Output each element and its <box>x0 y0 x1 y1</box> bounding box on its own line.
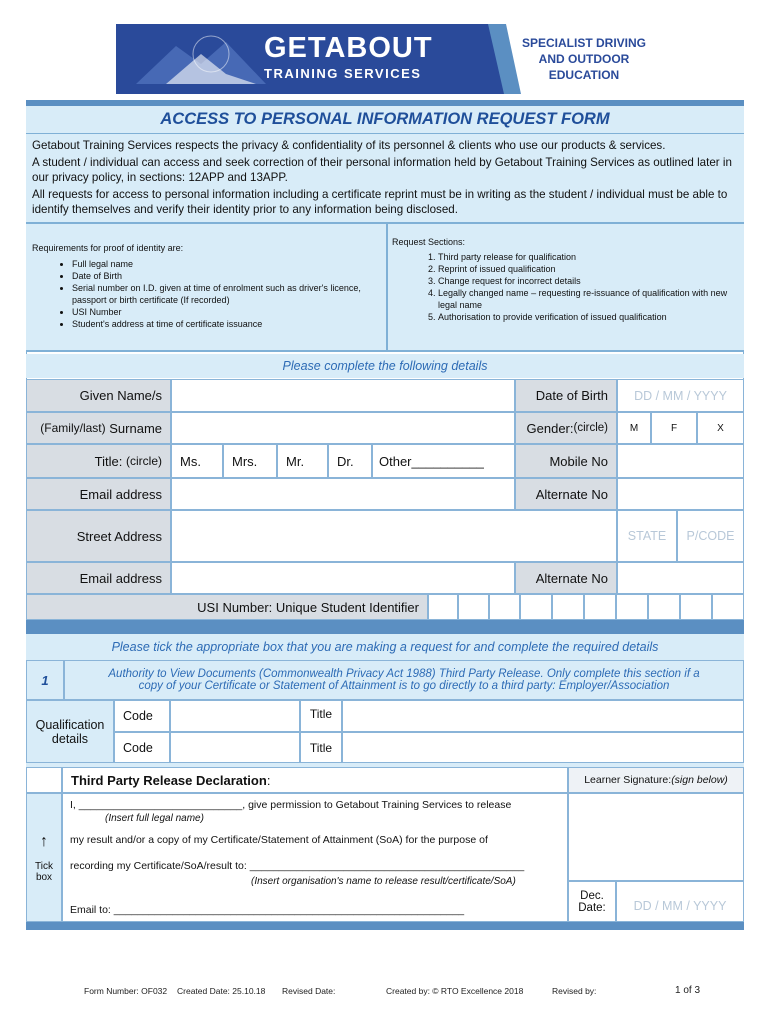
state-field[interactable]: STATE <box>617 510 677 562</box>
declaration-email[interactable]: Email to: ____________________________________________________________ <box>70 904 465 916</box>
dec-date-label <box>568 881 616 922</box>
street-field[interactable] <box>171 510 617 562</box>
alternate2-label: Alternate No <box>515 562 617 594</box>
surname-field[interactable] <box>171 412 515 444</box>
email-label: Email address <box>26 478 171 510</box>
tick-checkbox[interactable] <box>26 767 62 793</box>
mobile-label: Mobile No <box>515 444 617 478</box>
logo-banner <box>116 24 652 94</box>
footer-created-date: Created Date: 25.10.18 <box>177 986 266 996</box>
title-text: Title: <box>94 453 123 469</box>
requirements-divider <box>386 224 388 350</box>
dec-date-label-2: Date: <box>578 901 606 914</box>
section-item: 1. Third party release for qualification <box>438 251 742 263</box>
title-option-mr[interactable]: Mr. <box>277 444 328 478</box>
dec-date-field[interactable]: DD / MM / YYYY <box>616 881 744 922</box>
request-sections <box>392 236 742 323</box>
section-item: 4. Legally changed name – requesting re-issuance of qualification with new legal name <box>438 287 742 311</box>
alternate-label: Alternate No <box>515 478 617 510</box>
up-arrow-icon: ↑ <box>40 832 48 850</box>
usi-box[interactable] <box>712 594 744 620</box>
declaration-line1-hint: (Insert full legal name) <box>105 813 204 824</box>
title-label <box>26 444 171 478</box>
declaration-body <box>62 793 568 922</box>
declaration-title-text: Third Party Release Declaration <box>71 772 267 788</box>
usi-box[interactable] <box>428 594 458 620</box>
logo-brand: GETABOUT <box>264 32 433 64</box>
title-option-other[interactable]: Other__________ <box>372 444 515 478</box>
usi-box[interactable] <box>616 594 648 620</box>
dec-date-label-1: Dec. <box>580 889 604 902</box>
footer-created-by: Created by: © RTO Excellence 2018 <box>386 986 524 996</box>
bottom-band <box>26 922 744 930</box>
declaration-line3-hint: (Insert organisation's name to release result/certificate/SoA) <box>251 876 516 887</box>
section1-description <box>64 660 744 700</box>
intro-p1: Getabout Training Services respects the privacy & confidentiality of its personnel & clients who use our products & services. <box>32 139 666 152</box>
declaration-line1[interactable]: I, ____________________________, give permission to Getabout Training Services to release <box>70 799 512 811</box>
email2-field[interactable] <box>171 562 515 594</box>
email-field[interactable] <box>171 478 515 510</box>
dob-label: Date of Birth <box>515 379 617 412</box>
requirement-item: • Full legal name <box>72 258 382 270</box>
usi-box[interactable] <box>458 594 489 620</box>
gender-text: Gender: <box>526 420 574 436</box>
title-label-1: Title <box>300 700 342 732</box>
title-option-mrs[interactable]: Mrs. <box>223 444 277 478</box>
section1-line2: copy of your Certificate or Statement of Attainment is to go directly to a third party: Employer/Association <box>138 680 670 692</box>
usi-box[interactable] <box>680 594 712 620</box>
code-label-1: Code <box>114 700 170 732</box>
title-label-2: Title <box>300 732 342 763</box>
tick-column <box>26 793 62 922</box>
surname-label <box>26 412 171 444</box>
section1-line1: Authority to View Documents (Commonwealth Privacy Act 1988) Third Party Release. Only complete this section if a <box>108 668 700 680</box>
gender-option-x[interactable]: X <box>697 412 744 444</box>
title-field-2[interactable] <box>342 732 744 763</box>
intro-p2: A student / individual can access and seek correction of their personal information held by Getabout Training Services as outlined later in our privacy policy, in sections: 12APP and 13APP. <box>32 156 732 184</box>
code-field-2[interactable] <box>170 732 300 763</box>
usi-box[interactable] <box>520 594 552 620</box>
declaration-line2: my result and/or a copy of my Certificate/Statement of Attainment (SoA) for the purpose of <box>70 834 488 846</box>
footer-revised-by: Revised by: <box>552 986 597 996</box>
section-item: 3. Change request for incorrect details <box>438 275 742 287</box>
given-names-label: Given Name/s <box>26 379 171 412</box>
qualification-label <box>26 700 114 763</box>
alternate2-field[interactable] <box>617 562 744 594</box>
qualification-label-2: details <box>51 731 89 746</box>
footer-form-number: Form Number: OF032 <box>84 986 168 996</box>
gender-label <box>515 412 617 444</box>
title-option-ms[interactable]: Ms. <box>171 444 223 478</box>
qualification-label-1: Qualification <box>35 717 105 732</box>
tick-label-2: box <box>35 871 53 883</box>
declaration-colon: : <box>266 772 271 788</box>
usi-box[interactable] <box>552 594 584 620</box>
section-item: 2. Reprint of issued qualification <box>438 263 742 275</box>
section-item: 5. Authorisation to provide verification of issued qualification <box>438 311 742 323</box>
identity-requirements <box>32 242 382 330</box>
requirement-item: • USI Number <box>72 306 382 318</box>
street-label: Street Address <box>26 510 171 562</box>
code-label-2: Code <box>114 732 170 763</box>
surname-prefix: (Family/last) <box>40 421 106 435</box>
gender-option-m[interactable]: M <box>617 412 651 444</box>
signature-field[interactable] <box>568 793 744 881</box>
given-names-field[interactable] <box>171 379 515 412</box>
title-option-dr[interactable]: Dr. <box>328 444 372 478</box>
code-field-1[interactable] <box>170 700 300 732</box>
requirement-item: • Student's address at time of certificate issuance <box>72 318 382 330</box>
gender-option-f[interactable]: F <box>651 412 697 444</box>
logo-tagline-2: AND OUTDOOR <box>538 52 630 66</box>
surname-text: Surname <box>109 420 162 436</box>
title-hint: (circle) <box>126 454 162 468</box>
usi-box[interactable] <box>489 594 520 620</box>
footer-page: 1 of 3 <box>675 985 701 996</box>
requirement-item: • Serial number on I.D. given at time of enrolment such as driver's licence, passport or birth certificate (If recorded) <box>72 282 382 306</box>
intro-p3: All requests for access to personal information including a certificate reprint must be in writing as the student / individual must be able to identify themselves and verify their identity prior to any information being disclosed. <box>32 188 728 216</box>
alternate-field[interactable] <box>617 478 744 510</box>
footer-revised-date: Revised Date: <box>282 986 336 996</box>
sections-heading: Request Sections: <box>392 237 466 247</box>
tick-label-1: Tick <box>35 860 53 872</box>
usi-box[interactable] <box>648 594 680 620</box>
mobile-field[interactable] <box>617 444 744 478</box>
section1-number: 1 <box>26 660 64 700</box>
details-prompt: Please complete the following details <box>26 354 744 378</box>
dob-field[interactable]: DD / MM / YYYY <box>617 379 744 412</box>
signature-label <box>568 767 744 793</box>
signature-label-text: Learner Signature: <box>584 774 672 786</box>
signature-hint: (sign below) <box>671 774 728 786</box>
usi-box[interactable] <box>584 594 616 620</box>
logo-tagline-3: EDUCATION <box>548 68 620 82</box>
logo-tagline-1: SPECIALIST DRIVING <box>522 36 647 50</box>
gender-hint: (circle) <box>573 422 608 434</box>
declaration-line3[interactable]: recording my Certificate/SoA/result to: _______________________________________________ <box>70 860 525 872</box>
title-field-1[interactable] <box>342 700 744 732</box>
requirement-item: • Date of Birth <box>72 270 382 282</box>
form-title: ACCESS TO PERSONAL INFORMATION REQUEST FORM <box>26 106 744 134</box>
section-divider <box>26 620 744 634</box>
tick-prompt: Please tick the appropriate box that you are making a request for and complete the required details <box>26 634 744 660</box>
email2-label: Email address <box>26 562 171 594</box>
postcode-field[interactable]: P/CODE <box>677 510 744 562</box>
intro-text <box>26 134 744 222</box>
logo-sub: TRAINING SERVICES <box>264 66 422 81</box>
requirements-heading: Requirements for proof of identity are: <box>32 243 184 253</box>
declaration-title <box>62 767 568 793</box>
usi-label: USI Number: Unique Student Identifier <box>26 594 428 620</box>
